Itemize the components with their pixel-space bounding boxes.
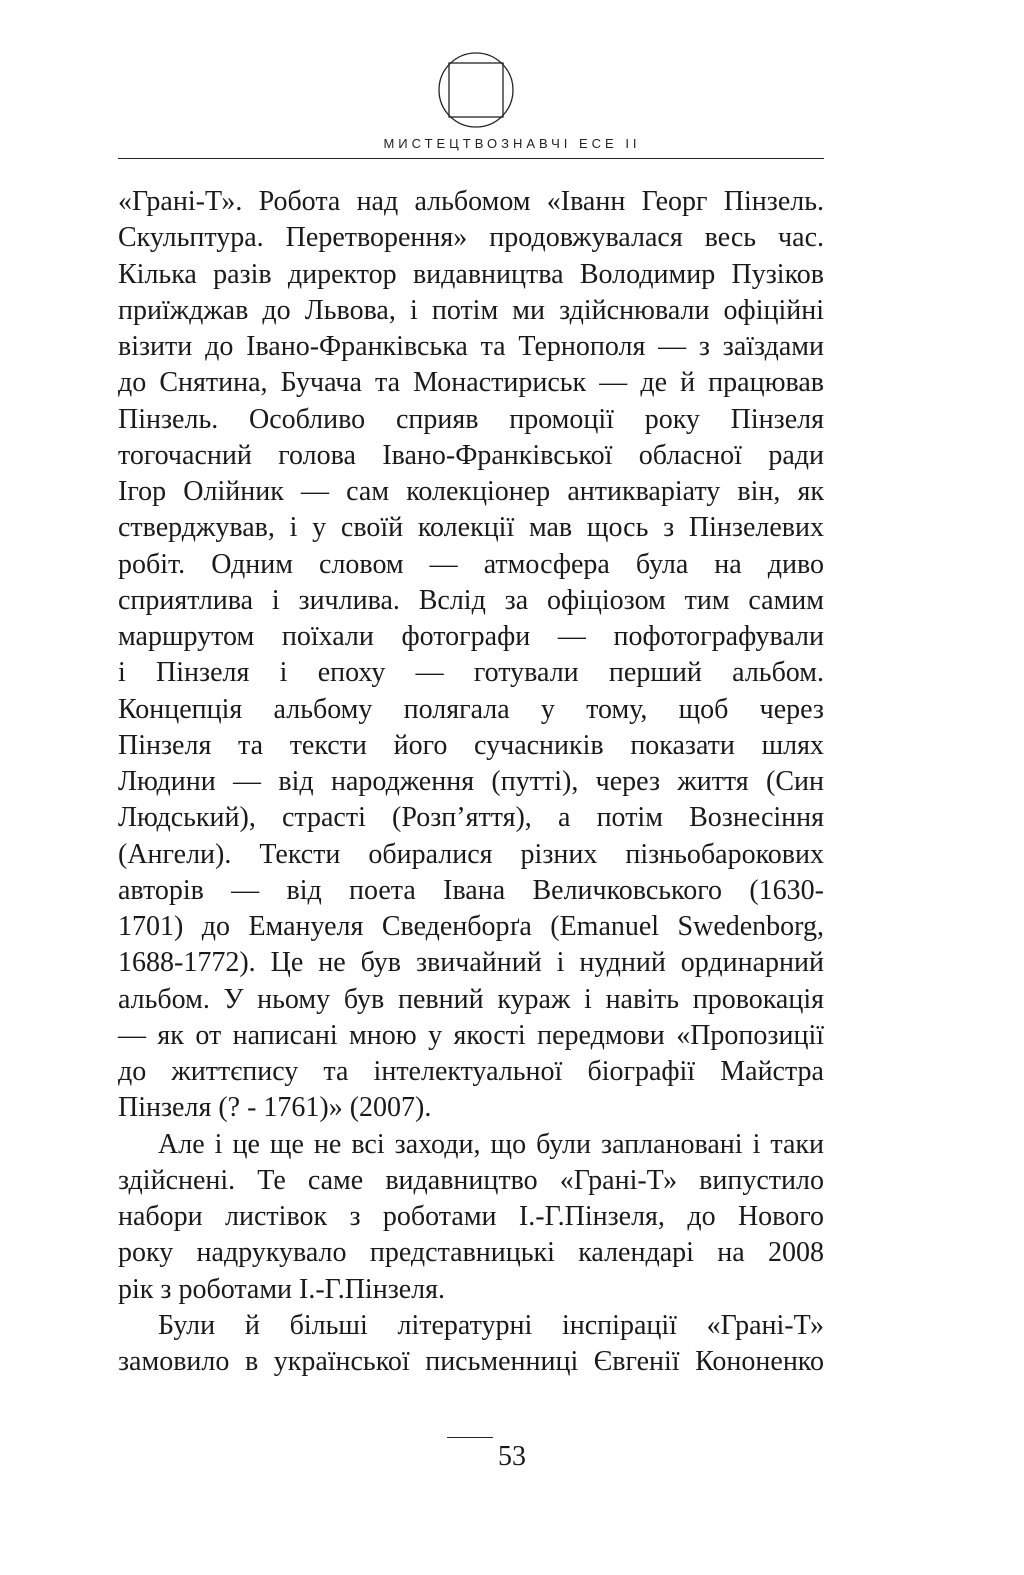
text-line: Людський), страсті (Розп’яття), а потім Вознесіння	[118, 802, 824, 834]
text-line: до Снятина, Бучача та Монастириськ — де й працював	[118, 367, 824, 399]
text-line: року надрукувало представницькі календарі на 2008	[118, 1237, 824, 1269]
text-line: Пінзеля (? - 1761)» (2007).	[118, 1092, 432, 1124]
text-line: (Ангели). Тексти обиралися різних пізньобарокових	[118, 838, 824, 870]
text-line: Пінзель. Особливо сприяв промоції року Пінзеля	[118, 403, 824, 435]
folio-rule	[447, 1437, 493, 1438]
text-line: приїжджав до Львова, і потім ми здійснювали офіційні	[118, 294, 824, 326]
page-number: 53	[498, 1441, 526, 1472]
header-rule	[118, 158, 824, 159]
text-line: робіт. Одним словом — атмосфера була на диво	[118, 548, 824, 580]
text-line: 1701) до Емануеля Сведенборґа (Emanuel Swedenborg,	[118, 911, 824, 942]
text-line: альбом. У ньому був певний кураж і навіть провокація	[118, 983, 824, 1015]
text-line: маршрутом поїхали фотографи — пофотографували	[118, 621, 824, 652]
text-line: Пінзеля та тексти його сучасників показати шлях	[118, 729, 824, 761]
body-text	[118, 184, 824, 1380]
text-line: сприятлива і зичлива. Вслід за офіціозом тим самим	[118, 584, 824, 616]
text-line: Але і це ще не всі заходи, що були заплановані і таки	[158, 1128, 824, 1160]
text-line: Людини — від народження (путті), через життя (Син	[118, 766, 824, 797]
text-line: здійснені. Те саме видавництво «Грані-Т» випустило	[118, 1164, 824, 1196]
text-line: Ігор Олійник — сам колекціонер антикваріату він, як	[118, 476, 824, 507]
circle-square-emblem-icon	[436, 50, 516, 130]
text-line: до життєпису та інтелектуальної біографії Майстра	[118, 1056, 824, 1087]
text-line: Кілька разів директор видавництва Володимир Пузіков	[118, 258, 824, 290]
running-head: МИСТЕЦТВОЗНАВЧІ ЕСЕ II	[383, 136, 641, 151]
text-line: тогочасний голова Івано-Франківської обласної ради	[118, 439, 824, 471]
text-line: 1688-1772). Це не був звичайний і нудний ординарний	[118, 947, 824, 979]
text-line: Були й більші літературні інспірації «Грані-Т»	[158, 1309, 824, 1341]
text-line: замовило в української письменниці Євгенії Кононенко	[118, 1346, 824, 1377]
text-line: стверджував, і у своїй колекції мав щось з Пінзелевих	[118, 512, 824, 544]
text-line: авторів — від поета Івана Величковського (1630-	[118, 874, 824, 906]
text-line: візити до Івано-Франківська та Тернополя — з заїздами	[118, 331, 824, 362]
text-line: рік з роботами І.-Г.Пінзеля.	[118, 1273, 446, 1305]
text-line: «Грані-Т». Робота над альбомом «Іванн Георг Пінзель.	[118, 186, 824, 217]
text-line: Скульптура. Перетворення» продовжувалася весь час.	[118, 222, 824, 254]
text-line: Концепція альбому полягала у тому, щоб через	[118, 693, 824, 725]
text-line: і Пінзеля і епоху — готували перший альбом.	[118, 657, 824, 689]
text-line: набори листівок з роботами І.-Г.Пінзеля, до Нового	[118, 1201, 824, 1232]
text-line: — як от написані мною у якості передмови «Пропозиції	[118, 1019, 824, 1051]
